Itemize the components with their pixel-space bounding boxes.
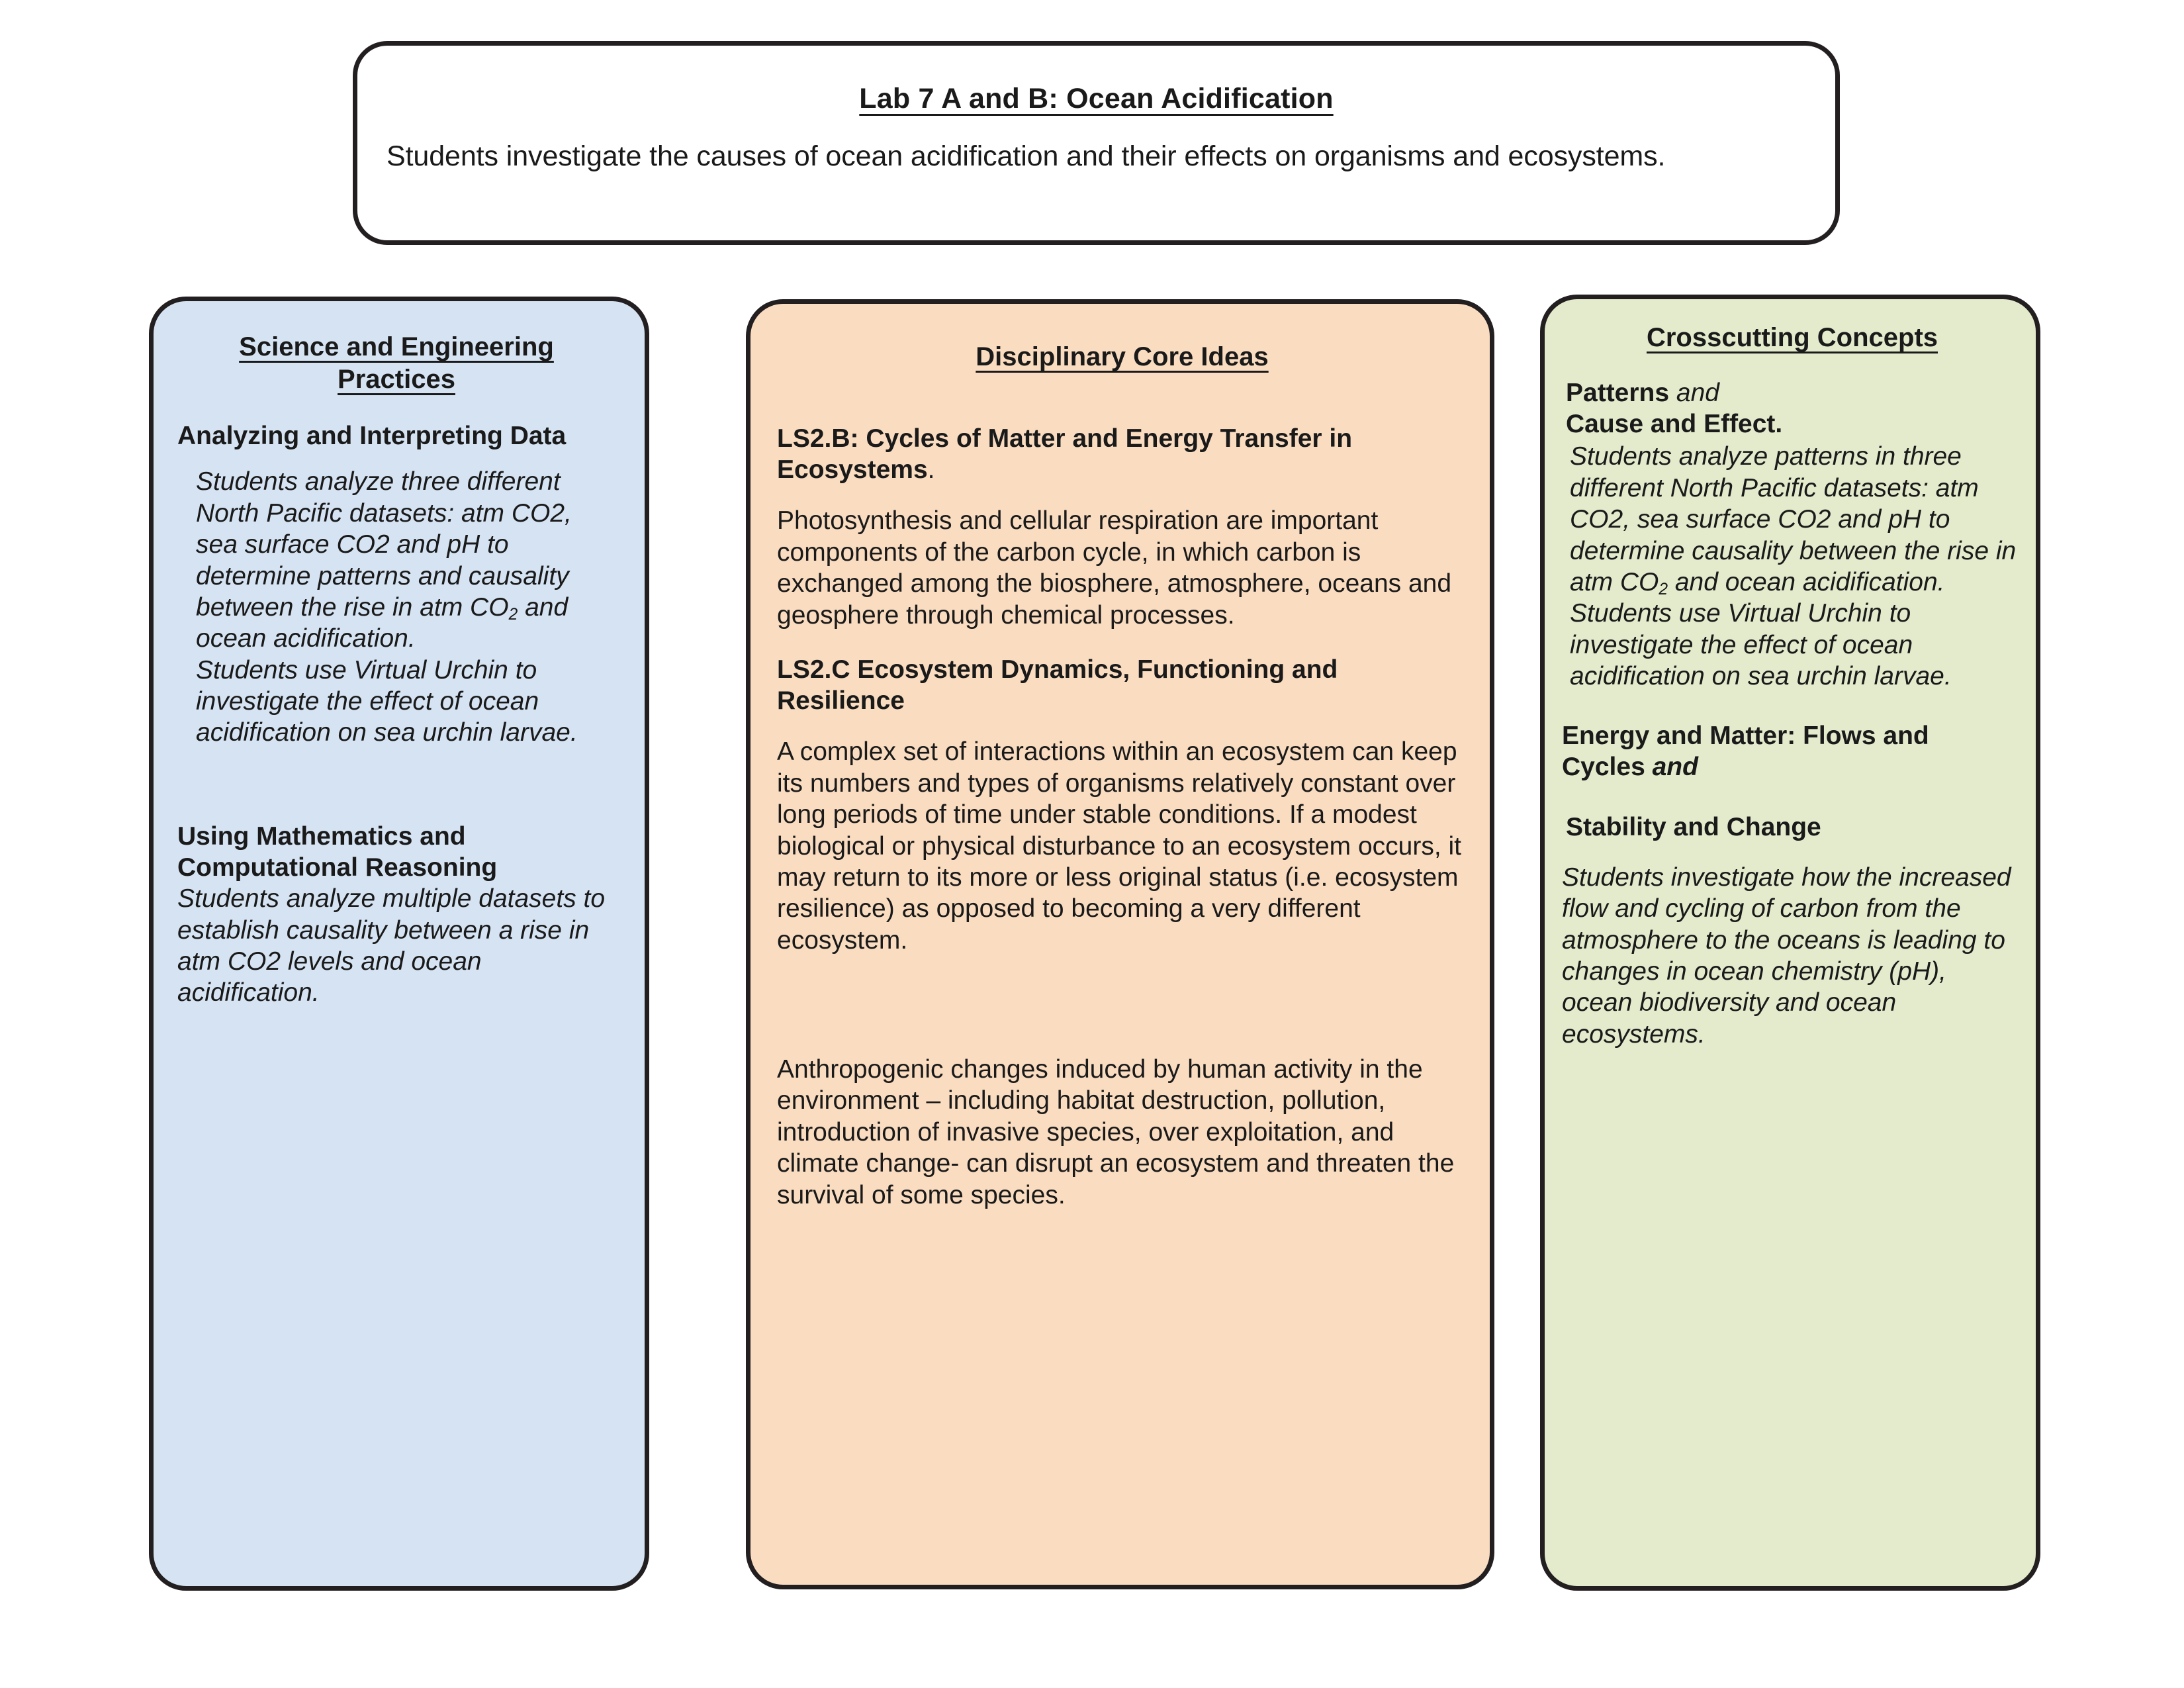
page-title: Lab 7 A and B: Ocean Acidification bbox=[859, 83, 1334, 115]
column-title-core-ideas: Disciplinary Core Ideas bbox=[976, 342, 1269, 371]
sep-paragraph-math-1: Students analyze multiple datasets to establish causality between a rise in atm CO2 levels and ocean acidification. bbox=[177, 884, 606, 1008]
column-title-crosscutting: Crosscutting Concepts bbox=[1646, 323, 1938, 352]
dci-section-heading-ls2c: LS2.C Ecosystem Dynamics, Functioning and Resilience bbox=[777, 655, 1338, 715]
lab-title-box bbox=[353, 41, 1840, 245]
ccc-paragraph-stability-1: Students investigate how the increased flow and cycling of carbon from the atmosphere to the oceans is leading to changes in ocean chemistry (pH), ocean biodiversity and ocean ecosystems. bbox=[1562, 863, 2011, 1049]
co2-subscript: 2 bbox=[1659, 581, 1668, 599]
sep-paragraph-analyzing-1-text: Students analyze three different North Pacific datasets: atm CO2, sea surface CO2 and pH to determine patterns and causality between the rise in atm CO bbox=[196, 467, 572, 622]
sep-section-heading-analyzing: Analyzing and Interpreting Data bbox=[177, 421, 567, 450]
ccc-paragraph-patterns-1 bbox=[1566, 441, 2019, 598]
dci-heading-ls2b-text: LS2.B: Cycles of Matter and Energy Transfer in Ecosystems bbox=[777, 424, 1353, 484]
ccc-heading-patterns-bold: Patterns bbox=[1566, 378, 1670, 407]
dci-paragraph-ls2b-1: Photosynthesis and cellular respiration are important components of the carbon cycle, in which carbon is exchanged among the biosphere, atmosphere, oceans and geosphere through chemical processes. bbox=[777, 506, 1452, 630]
ccc-section-heading-energy-matter bbox=[1562, 721, 2019, 783]
ccc-section-heading-cause-effect: Cause and Effect. bbox=[1566, 409, 1783, 438]
crosscutting-content bbox=[1558, 378, 2019, 1050]
science-practices-content bbox=[175, 421, 618, 1009]
sep-paragraph-analyzing-1-tail: and ocean acidification. bbox=[196, 592, 569, 653]
co2-subscript: 2 bbox=[508, 606, 518, 624]
column-title-science-practices: Science and Engineering Practices bbox=[239, 332, 554, 394]
lab-description: Students investigate the causes of ocean acidification and their effects on organisms and ecosystems. bbox=[387, 140, 1666, 172]
crosscutting-concepts-panel bbox=[1540, 295, 2040, 1591]
sep-section-heading-math: Using Mathematics and Computational Reasoning bbox=[177, 821, 498, 882]
ccc-section-heading-patterns bbox=[1566, 378, 2019, 409]
core-ideas-content bbox=[777, 424, 1467, 1211]
sep-paragraph-analyzing-2: Students use Virtual Urchin to investigate the effect of ocean acidification on sea urchin larvae. bbox=[196, 655, 578, 747]
science-and-engineering-practices-panel bbox=[149, 297, 649, 1591]
ccc-heading-patterns-and: and bbox=[1669, 378, 1719, 407]
dci-paragraph-ls2c-2: Anthropogenic changes induced by human activity in the environment – including habitat destruction, pollution, introduction of invasive species, over exploitation, and climate change- can disrupt an ecosystem and threaten the survival of some species. bbox=[777, 1055, 1455, 1209]
ccc-paragraph-patterns-2: Students use Virtual Urchin to investigate the effect of ocean acidification on sea urchin larvae. bbox=[1570, 599, 1952, 691]
ccc-paragraph-patterns-1-tail: and ocean acidification. bbox=[1668, 567, 1945, 596]
sep-paragraph-analyzing-1 bbox=[177, 466, 618, 654]
dci-heading-ls2b-period: . bbox=[927, 455, 935, 484]
ccc-paragraph-patterns-1-text: Students analyze patterns in three different North Pacific datasets: atm CO2, sea surface CO2 and pH to determine causality between the rise in atm CO bbox=[1570, 442, 2017, 596]
ccc-section-heading-stability: Stability and Change bbox=[1566, 812, 1821, 841]
disciplinary-core-ideas-panel bbox=[746, 299, 1494, 1589]
ccc-heading-energy-and: and bbox=[1652, 753, 1698, 782]
ccc-heading-energy-bold: Energy and Matter: Flows and Cycles bbox=[1562, 722, 1929, 782]
dci-paragraph-ls2c-1: A complex set of interactions within an ecosystem can keep its numbers and types of organisms relatively constant over long periods of time under stable conditions. If a modest biological or physical disturbance to an ecosystem occurs, it may return to its more or less original status (i.e. ecosystem resilience) as opposed to becoming a very different ecosystem. bbox=[777, 737, 1461, 955]
dci-section-heading-ls2b bbox=[777, 424, 1467, 486]
